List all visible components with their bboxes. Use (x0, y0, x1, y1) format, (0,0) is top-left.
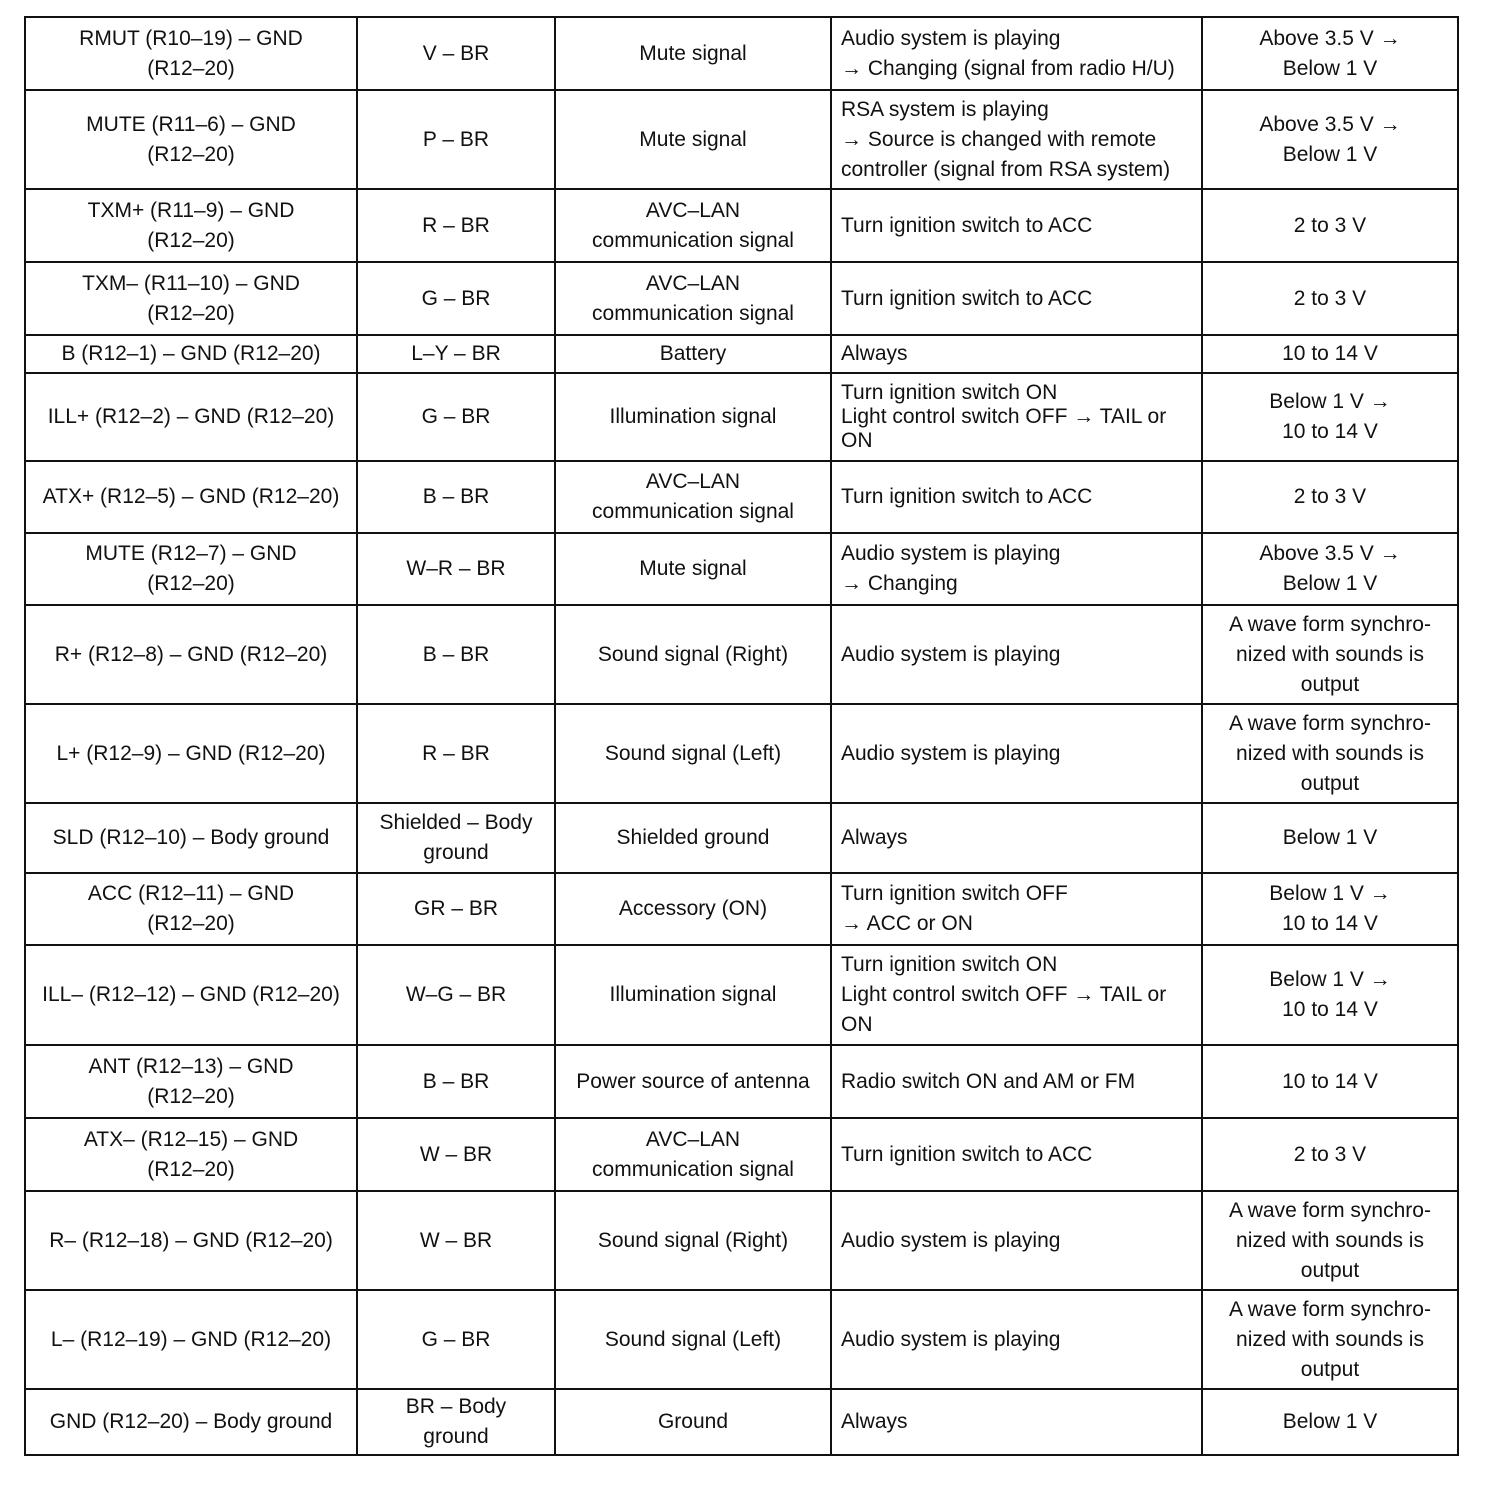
description-cell: Sound signal (Left) (555, 1290, 831, 1389)
table-row (25, 533, 1458, 605)
wiring-color-cell: L–Y – BR (357, 335, 555, 373)
wiring-color-cell: B – BR (357, 461, 555, 533)
specified-condition-cell: Below 1 V → 10 to 14 V (1202, 373, 1458, 461)
description-cell: Mute signal (555, 17, 831, 90)
specified-condition-cell: Below 1 V (1202, 803, 1458, 873)
description-cell: AVC–LAN communication signal (555, 1118, 831, 1191)
table-row (25, 1290, 1458, 1389)
table-row (25, 461, 1458, 533)
table-row (25, 605, 1458, 704)
terminal-cell: ANT (R12–13) – GND (R12–20) (25, 1045, 357, 1118)
specified-condition-cell: Above 3.5 V → Below 1 V (1202, 90, 1458, 189)
condition-cell: Audio system is playing (831, 1290, 1202, 1389)
terminal-cell: ACC (R12–11) – GND (R12–20) (25, 873, 357, 945)
condition-cell: Turn ignition switch ON Light control switch OFF → TAIL or ON (831, 373, 1202, 461)
specified-condition-cell: 2 to 3 V (1202, 461, 1458, 533)
table-row (25, 1389, 1458, 1455)
description-cell: Illumination signal (555, 945, 831, 1045)
table-row (25, 262, 1458, 335)
wiring-color-cell: B – BR (357, 605, 555, 704)
description-cell: Power source of antenna (555, 1045, 831, 1118)
terminal-cell: ILL– (R12–12) – GND (R12–20) (25, 945, 357, 1045)
table-row (25, 189, 1458, 262)
wiring-color-cell: V – BR (357, 17, 555, 90)
table-body (25, 17, 1458, 1455)
table-row (25, 945, 1458, 1045)
wiring-color-cell: GR – BR (357, 873, 555, 945)
condition-cell: Turn ignition switch to ACC (831, 1118, 1202, 1191)
description-cell: Ground (555, 1389, 831, 1455)
table-row (25, 335, 1458, 373)
specified-condition-cell: Below 1 V → 10 to 14 V (1202, 873, 1458, 945)
specified-condition-cell: A wave form synchro- nized with sounds is output (1202, 605, 1458, 704)
terminal-cell: L– (R12–19) – GND (R12–20) (25, 1290, 357, 1389)
specified-condition-cell: Below 1 V (1202, 1389, 1458, 1455)
terminal-cell: R+ (R12–8) – GND (R12–20) (25, 605, 357, 704)
specified-condition-cell: A wave form synchro- nized with sounds is output (1202, 1191, 1458, 1290)
condition-cell: Turn ignition switch OFF → ACC or ON (831, 873, 1202, 945)
wiring-color-cell: BR – Body ground (357, 1389, 555, 1455)
description-cell: Sound signal (Right) (555, 1191, 831, 1290)
terminal-cell: TXM– (R11–10) – GND (R12–20) (25, 262, 357, 335)
table-row (25, 90, 1458, 189)
description-cell: Accessory (ON) (555, 873, 831, 945)
wiring-color-cell: W – BR (357, 1191, 555, 1290)
wiring-color-cell: G – BR (357, 262, 555, 335)
specified-condition-cell: 10 to 14 V (1202, 335, 1458, 373)
terminal-cell: L+ (R12–9) – GND (R12–20) (25, 704, 357, 803)
description-cell: AVC–LAN communication signal (555, 461, 831, 533)
wiring-color-cell: Shielded – Body ground (357, 803, 555, 873)
specified-condition-cell: A wave form synchro- nized with sounds is output (1202, 1290, 1458, 1389)
wiring-color-cell: G – BR (357, 373, 555, 461)
specified-condition-cell: Above 3.5 V → Below 1 V (1202, 533, 1458, 605)
condition-cell: Audio system is playing (831, 1191, 1202, 1290)
terminal-cell: R– (R12–18) – GND (R12–20) (25, 1191, 357, 1290)
table-row (25, 873, 1458, 945)
condition-cell: Turn ignition switch to ACC (831, 461, 1202, 533)
table-row (25, 1191, 1458, 1290)
terminal-cell: TXM+ (R11–9) – GND (R12–20) (25, 189, 357, 262)
specified-condition-cell: 2 to 3 V (1202, 1118, 1458, 1191)
specified-condition-cell: Below 1 V → 10 to 14 V (1202, 945, 1458, 1045)
specified-condition-cell: 2 to 3 V (1202, 262, 1458, 335)
description-cell: Battery (555, 335, 831, 373)
terminal-cell: RMUT (R10–19) – GND (R12–20) (25, 17, 357, 90)
terminal-cell: MUTE (R12–7) – GND (R12–20) (25, 533, 357, 605)
wiring-color-cell: W – BR (357, 1118, 555, 1191)
specified-condition-cell: A wave form synchro- nized with sounds is output (1202, 704, 1458, 803)
description-cell: AVC–LAN communication signal (555, 262, 831, 335)
condition-cell: Audio system is playing (831, 605, 1202, 704)
description-cell: Mute signal (555, 533, 831, 605)
terminal-cell: ILL+ (R12–2) – GND (R12–20) (25, 373, 357, 461)
condition-cell: Radio switch ON and AM or FM (831, 1045, 1202, 1118)
condition-cell: Audio system is playing → Changing (signal from radio H/U) (831, 17, 1202, 90)
specified-condition-cell: 2 to 3 V (1202, 189, 1458, 262)
table-row (25, 1045, 1458, 1118)
specified-condition-cell: 10 to 14 V (1202, 1045, 1458, 1118)
condition-cell: RSA system is playing → Source is changed with remote controller (signal from RSA system) (831, 90, 1202, 189)
condition-cell: Audio system is playing (831, 704, 1202, 803)
table-row (25, 17, 1458, 90)
condition-cell: Always (831, 335, 1202, 373)
table-row (25, 1118, 1458, 1191)
wiring-color-cell: P – BR (357, 90, 555, 189)
table-row (25, 373, 1458, 461)
terminal-cell: MUTE (R11–6) – GND (R12–20) (25, 90, 357, 189)
specified-condition-cell: Above 3.5 V → Below 1 V (1202, 17, 1458, 90)
table-row (25, 803, 1458, 873)
condition-cell: Turn ignition switch ON Light control switch OFF → TAIL or ON (831, 945, 1202, 1045)
condition-cell: Turn ignition switch to ACC (831, 189, 1202, 262)
wiring-color-cell: W–G – BR (357, 945, 555, 1045)
wiring-color-cell: R – BR (357, 189, 555, 262)
description-cell: Illumination signal (555, 373, 831, 461)
terminal-cell: ATX+ (R12–5) – GND (R12–20) (25, 461, 357, 533)
description-cell: Mute signal (555, 90, 831, 189)
description-cell: Sound signal (Right) (555, 605, 831, 704)
wiring-color-cell: G – BR (357, 1290, 555, 1389)
wiring-color-cell: B – BR (357, 1045, 555, 1118)
description-cell: Shielded ground (555, 803, 831, 873)
terminal-cell: SLD (R12–10) – Body ground (25, 803, 357, 873)
terminal-cell: ATX– (R12–15) – GND (R12–20) (25, 1118, 357, 1191)
terminal-cell: B (R12–1) – GND (R12–20) (25, 335, 357, 373)
wiring-color-cell: R – BR (357, 704, 555, 803)
condition-cell: Audio system is playing → Changing (831, 533, 1202, 605)
terminal-inspection-table (24, 16, 1459, 1456)
table-row (25, 704, 1458, 803)
condition-cell: Always (831, 1389, 1202, 1455)
terminal-cell: GND (R12–20) – Body ground (25, 1389, 357, 1455)
description-cell: Sound signal (Left) (555, 704, 831, 803)
wiring-color-cell: W–R – BR (357, 533, 555, 605)
description-cell: AVC–LAN communication signal (555, 189, 831, 262)
condition-cell: Turn ignition switch to ACC (831, 262, 1202, 335)
condition-cell: Always (831, 803, 1202, 873)
